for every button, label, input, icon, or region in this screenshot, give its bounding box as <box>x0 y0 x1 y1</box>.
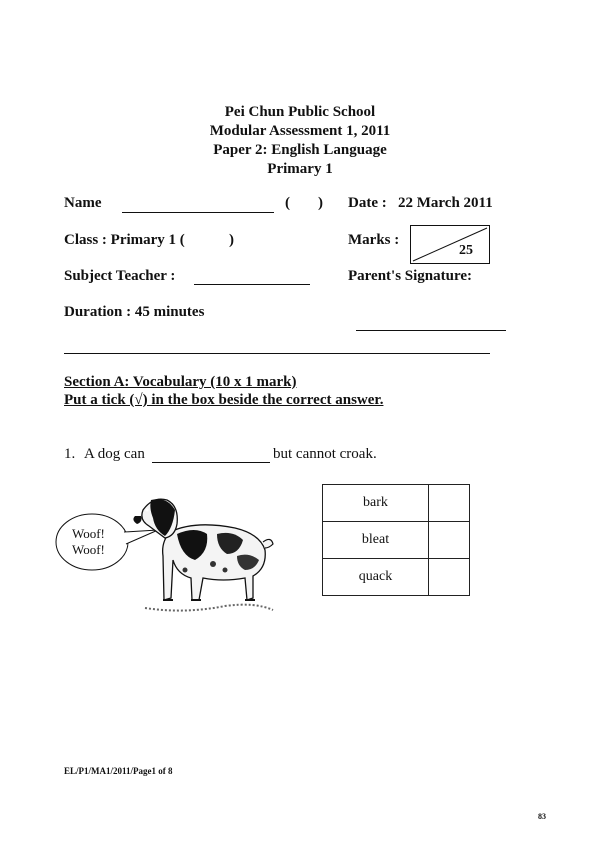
teacher-line[interactable] <box>194 284 310 285</box>
footer-code: EL/P1/MA1/2011/Page1 of 8 <box>64 766 173 776</box>
class-paren-close: ) <box>229 232 234 248</box>
school-name: Pei Chun Public School <box>224 104 376 120</box>
level-title: Primary 1 <box>267 161 333 177</box>
marks-total: 25 <box>459 243 473 258</box>
assessment-title: Modular Assessment 1, 2011 <box>209 123 391 139</box>
question-text-before: A dog can <box>84 446 145 462</box>
date-value: 22 March 2011 <box>398 195 493 211</box>
name-line[interactable] <box>122 212 274 213</box>
marks-divider <box>411 226 489 263</box>
option-quack: quack <box>323 559 429 596</box>
section-instruction: Put a tick (√) in the box beside the correct answer. <box>64 392 384 408</box>
class-label: Class : Primary 1 ( <box>64 232 185 248</box>
section-title: Section A: Vocabulary (10 x 1 mark) <box>64 374 297 390</box>
name-label: Name <box>64 195 102 211</box>
question-number: 1. <box>64 446 76 462</box>
option-bark: bark <box>323 485 429 522</box>
option-row <box>323 559 470 596</box>
option-row <box>323 485 470 522</box>
bubble-text-1: Woof! <box>72 526 105 541</box>
option-bark-tickbox[interactable] <box>429 485 470 522</box>
answer-blank[interactable] <box>152 462 270 463</box>
duration-label: Duration : 45 minutes <box>64 304 205 320</box>
page-mark: 83 <box>538 812 546 821</box>
date-label: Date : <box>348 195 387 211</box>
parent-signature-label: Parent's Signature: <box>348 268 473 284</box>
marks-box <box>410 225 490 264</box>
options-table <box>322 484 470 596</box>
paper-title: Paper 2: English Language <box>213 142 387 158</box>
marks-label: Marks : <box>348 232 400 248</box>
header-separator <box>64 353 490 354</box>
option-bleat: bleat <box>323 522 429 559</box>
option-quack-tickbox[interactable] <box>429 559 470 596</box>
teacher-label: Subject Teacher : <box>64 268 176 284</box>
option-bleat-tickbox[interactable] <box>429 522 470 559</box>
index-paren-close: ) <box>318 195 323 211</box>
option-row <box>323 522 470 559</box>
question-text-after: but cannot croak. <box>273 446 377 462</box>
dog-illustration <box>125 490 275 620</box>
index-paren-open: ( <box>285 195 290 211</box>
bubble-text-2: Woof! <box>72 542 105 557</box>
parent-signature-line[interactable] <box>356 330 506 331</box>
